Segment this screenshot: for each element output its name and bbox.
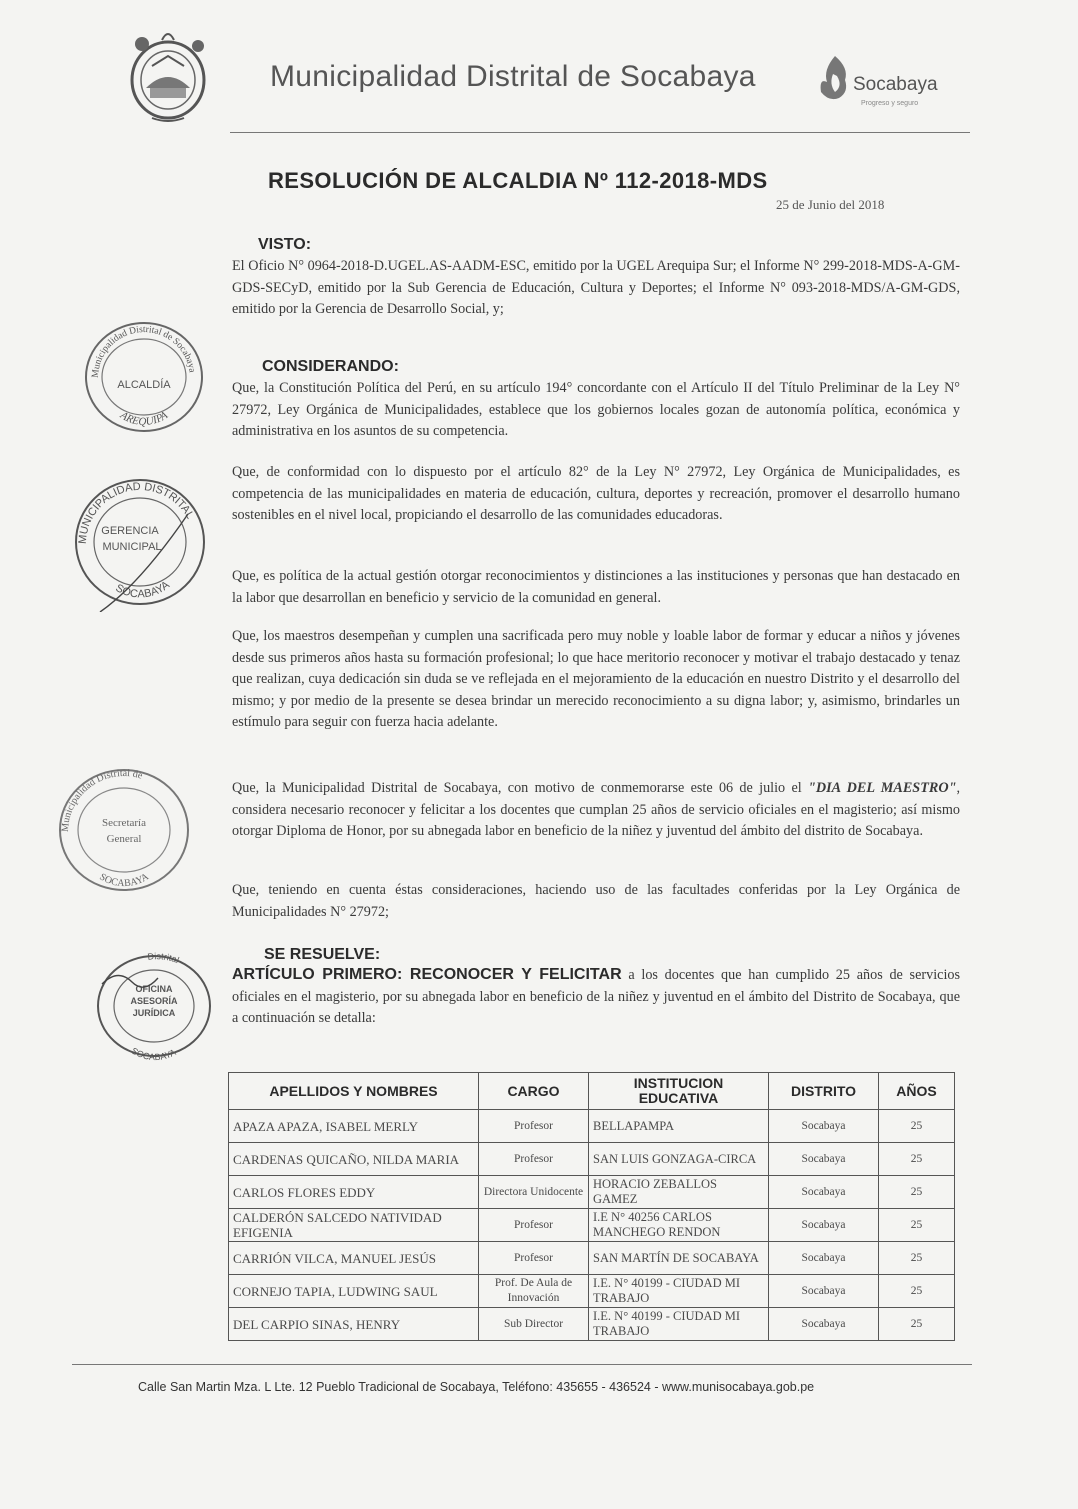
column-header-cargo: CARGO	[479, 1073, 589, 1110]
stamp-2-ring-text: MUNICIPALIDAD DISTRITAL	[76, 480, 197, 545]
resolution-title: RESOLUCIÓN DE ALCALDIA Nº 112-2018-MDS	[268, 168, 768, 193]
stamp-2-line-1: GERENCIA	[101, 525, 159, 537]
cell-cargo: Profesor	[479, 1110, 589, 1143]
brand-name: Socabaya	[853, 74, 938, 95]
stamp-2-bottom-text: SOCABAYA	[113, 579, 172, 601]
stamp-4-line-2: ASESORÍA	[130, 996, 178, 1006]
cell-nombre: CORNEJO TAPIA, LUDWING SAUL	[229, 1275, 479, 1308]
stamp-1-ring-text: Municipalidad Distrital de Socabaya	[90, 324, 197, 379]
cell-institucion: I.E. N° 40199 - CIUDAD MI TRABAJO	[589, 1275, 769, 1308]
cell-cargo: Sub Director	[479, 1308, 589, 1341]
cell-institucion: SAN MARTÍN DE SOCABAYA	[589, 1242, 769, 1275]
svg-text:SOCABAYA	[113, 579, 172, 601]
stamp-1-bottom-text: AREQUIPA	[118, 409, 170, 429]
considerando-paragraph-5	[232, 778, 960, 843]
cell-anios: 25	[879, 1110, 955, 1143]
cell-anios: 25	[879, 1308, 955, 1341]
cell-cargo: Directora Unidocente	[479, 1176, 589, 1209]
cell-institucion: HORACIO ZEBALLOS GAMEZ	[589, 1176, 769, 1209]
table-row	[229, 1176, 955, 1209]
stamp-3-line-1: Secretaría	[102, 817, 146, 829]
cell-cargo: Profesor	[479, 1242, 589, 1275]
considerando-paragraph-1: Que, la Constitución Política del Perú, en su artículo 194° concordante con el Artículo II del Título Preliminar de la Ley N° 27972, Ley Orgánica de Municipalidades, establece que los gobiernos locales gozan de autonomía política, económica y administrativa en los asuntos de su competencia.	[232, 380, 960, 439]
considerando-heading: CONSIDERANDO:	[262, 358, 399, 375]
stamp-3-ring-text: Municipalidad Distrital de	[59, 767, 144, 833]
svg-text:SOCABAYA	[130, 1046, 178, 1062]
column-header-institucion: INSTITUCION EDUCATIVA	[589, 1073, 769, 1110]
cell-distrito: Socabaya	[769, 1176, 879, 1209]
docentes-table	[228, 1072, 955, 1341]
svg-text:Municipalidad Distrital de Soc	[91, 325, 197, 378]
stamp-2-line-2: MUNICIPAL	[102, 541, 162, 553]
table-row	[229, 1308, 955, 1341]
column-header-nombres: APELLIDOS Y NOMBRES	[229, 1073, 479, 1110]
resuelve-heading: SE RESUELVE:	[264, 946, 381, 963]
cell-anios: 25	[879, 1143, 955, 1176]
cell-distrito: Socabaya	[769, 1110, 879, 1143]
cell-anios: 25	[879, 1176, 955, 1209]
cell-nombre: APAZA APAZA, ISABEL MERLY	[229, 1110, 479, 1143]
cell-distrito: Socabaya	[769, 1143, 879, 1176]
stamp-4-line-1: OFICINA	[135, 984, 173, 994]
stamp-4-bottom-text: SOCABAYA	[129, 1045, 178, 1062]
cell-institucion: SAN LUIS GONZAGA-CIRCA	[589, 1143, 769, 1176]
brand-tagline: Progreso y seguro	[861, 100, 919, 107]
table-header-row	[229, 1073, 955, 1110]
cell-anios: 25	[879, 1242, 955, 1275]
cell-nombre: CALDERÓN SALCEDO NATIVIDAD EFIGENIA	[229, 1209, 479, 1242]
considerando-paragraph-6: Que, teniendo en cuenta éstas consideraciones, haciendo uso de las facultades conferidas por la Ley Orgánica de Municipalidades N° 27972;	[232, 882, 960, 920]
considerando-paragraph-3: Que, es política de la actual gestión otorgar reconocimientos y distinciones a las instituciones y personas que han destacado en la labor que desarrollan en beneficio y servicio de la comunidad en general.	[232, 568, 960, 606]
cell-anios: 25	[879, 1209, 955, 1242]
stamp-3-line-2: General	[106, 833, 142, 845]
socabaya-brand-logo	[815, 52, 965, 114]
column-header-distrito: DISTRITO	[769, 1073, 879, 1110]
footer-address: Calle San Martin Mza. L Lte. 12 Pueblo Tradicional de Socabaya, Teléfono: 435655 - 436524 - www.munisocabaya.gob.pe	[138, 1380, 815, 1394]
paragraph-5-rest: , considera necesario reconocer y felicitar a los docentes que cumplan 25 años de servicio oficiales en el magisterio; así mismo otorgar Diploma de Honor, por su abnegada labor en beneficio de la niñez y juventud del ámbito del distrito de Socabaya.	[232, 780, 960, 839]
cell-distrito: Socabaya	[769, 1308, 879, 1341]
stamp-3-bottom-text: SOCABAYA	[97, 871, 151, 890]
resolution-date: 25 de Junio del 2018	[776, 197, 885, 212]
visto-heading: VISTO:	[258, 236, 312, 253]
table-row	[229, 1275, 955, 1308]
dia-del-maestro-emphasis: "DIA DEL MAESTRO"	[807, 780, 957, 796]
svg-text:Distrital	[147, 951, 181, 965]
cell-cargo: Prof. De Aula de Innovación	[479, 1275, 589, 1308]
visto-text: El Oficio N° 0964-2018-D.UGEL.AS-AADM-ESC, emitido por la UGEL Arequipa Sur; el Informe N° 299-2018-MDS-A-GM-GDS-SECyD, emitido por la Sub Gerencia de Educación, Cultura y Deportes; el Informe N° 093-2018-MDS/A-GM-GDS, emitido por la Gerencia de Desarrollo Social, y;	[232, 258, 960, 317]
considerando-paragraph-4: Que, los maestros desempeñan y cumplen una sacrificada pero muy noble y loable labor de formar y educar a niños y jóvenes desde sus primeros años hasta su formación profesional; lo que hace meritorio reconocer y motivar el trabajo destacado y tenaz que realizan, cuya dedicación sin duda se ve reflejada en el mejoramiento de la educación en nuestro Distrito y el desarrollo del mismo; y por medio de la presente se desea brindar un merecido reconocimiento a su digna labor; y, asimismo, brindarles un estímulo para seguir con fuerza hacia adelante.	[232, 628, 960, 730]
stamp-1-center-text: ALCALDÍA	[117, 379, 171, 391]
municipal-seal-logo	[122, 26, 214, 126]
stamp-4-ring-text: Distrital	[146, 951, 181, 966]
footer-divider	[72, 1364, 972, 1365]
cell-cargo: Profesor	[479, 1209, 589, 1242]
table-row	[229, 1209, 955, 1242]
alcaldia-stamp	[80, 318, 208, 436]
considerando-paragraph-2: Que, de conformidad con lo dispuesto por el artículo 82° de la Ley N° 27972, Ley Orgánica de Municipalidades, es competencia de las municipalidades en materia de educación, cultura, deportes y recreación, promover el desarrollo humano sostenibles en el nivel local, propiciando el desarrollo de las comunidades educadoras.	[232, 464, 960, 523]
cell-nombre: CARRIÓN VILCA, MANUEL JESÚS	[229, 1242, 479, 1275]
cell-distrito: Socabaya	[769, 1242, 879, 1275]
header-title: Municipalidad Distrital de Socabaya	[270, 60, 756, 93]
stamp-4-line-3: JURÍDICA	[132, 1008, 176, 1018]
table-row	[229, 1110, 955, 1143]
cell-nombre: CARLOS FLORES EDDY	[229, 1176, 479, 1209]
table-row	[229, 1242, 955, 1275]
articulo-primero-text: a los docentes que han cumplido 25 años de servicios oficiales en el magisterio, por su abnegada labor en beneficio de la niñez y juventud en el ámbito del Distrito de Socabaya, que a continuación se detalla:	[232, 967, 960, 1026]
asesoria-juridica-stamp	[88, 948, 218, 1062]
cell-cargo: Profesor	[479, 1143, 589, 1176]
cell-institucion: BELLAPAMPA	[589, 1110, 769, 1143]
articulo-primero-heading: ARTÍCULO PRIMERO: RECONOCER Y FELICITAR	[232, 966, 622, 983]
gerencia-stamp	[70, 474, 210, 612]
cell-institucion: I.E. N° 40199 - CIUDAD MI TRABAJO	[589, 1308, 769, 1341]
cell-institucion: I.E N° 40256 CARLOS MANCHEGO RENDON	[589, 1209, 769, 1242]
header-divider	[230, 132, 970, 133]
cell-distrito: Socabaya	[769, 1209, 879, 1242]
cell-nombre: DEL CARPIO SINAS, HENRY	[229, 1308, 479, 1341]
table-row	[229, 1143, 955, 1176]
cell-distrito: Socabaya	[769, 1275, 879, 1308]
secretaria-general-stamp	[54, 766, 194, 896]
articulo-primero	[232, 964, 960, 1030]
paragraph-5-intro: Que, la Municipalidad Distrital de Socabaya, con motivo de conmemorarse este 06 de julio el	[232, 780, 808, 796]
column-header-anios: AÑOS	[879, 1073, 955, 1110]
cell-nombre: CARDENAS QUICAÑO, NILDA MARIA	[229, 1143, 479, 1176]
svg-text:AREQUIPA	[117, 409, 170, 428]
flame-icon	[815, 52, 855, 102]
cell-anios: 25	[879, 1275, 955, 1308]
